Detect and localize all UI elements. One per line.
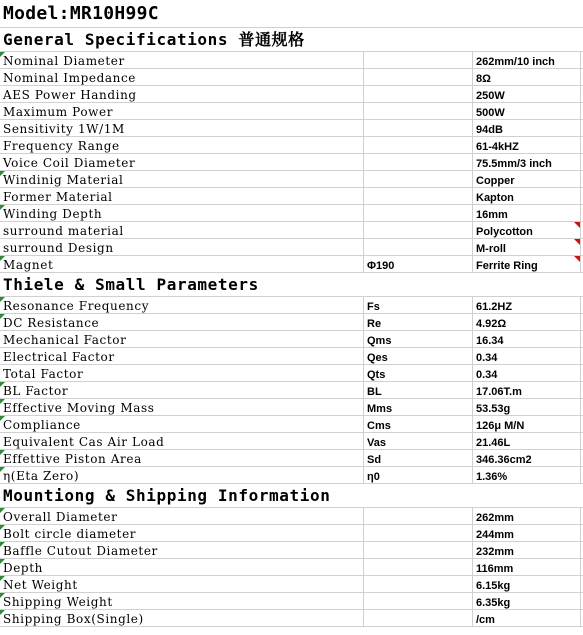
symbol-cell[interactable] xyxy=(364,120,473,136)
spec-row xyxy=(0,120,583,137)
section-header xyxy=(0,273,583,297)
spec-symbol xyxy=(364,124,367,136)
spec-label: Windinig Material xyxy=(3,173,124,187)
value-cell[interactable] xyxy=(473,69,581,85)
spec-row xyxy=(0,450,583,467)
label-cell[interactable] xyxy=(0,576,364,592)
value-cell[interactable] xyxy=(473,365,581,381)
spec-value: 262mm/10 inch xyxy=(476,56,555,68)
spec-label: Electrical Factor xyxy=(3,350,115,364)
label-cell[interactable] xyxy=(0,137,364,153)
symbol-cell[interactable] xyxy=(364,52,473,68)
spec-symbol xyxy=(364,141,367,153)
value-cell[interactable] xyxy=(473,103,581,119)
label-cell[interactable] xyxy=(0,222,364,238)
spec-row xyxy=(0,256,583,273)
spec-row xyxy=(0,593,583,610)
spec-label: Maximum Power xyxy=(3,105,114,119)
spec-value: 4.92Ω xyxy=(476,318,507,330)
section-heading: Mountiong & Shipping Information xyxy=(3,486,331,505)
value-cell[interactable] xyxy=(473,86,581,102)
value-cell[interactable] xyxy=(473,314,581,330)
spec-value: 116mm xyxy=(476,563,514,575)
spec-symbol: Vas xyxy=(367,437,386,449)
spec-symbol: Mms xyxy=(367,403,393,415)
spec-label: Voice Coil Diameter xyxy=(3,156,136,170)
spec-value: 232mm xyxy=(476,546,514,558)
symbol-cell[interactable] xyxy=(364,205,473,221)
spec-value: Kapton xyxy=(476,192,514,204)
spec-label: Nominal Diameter xyxy=(3,54,125,68)
spec-label: Overall Diameter xyxy=(3,510,118,524)
spec-symbol: Φ190 xyxy=(367,260,395,272)
label-cell[interactable] xyxy=(0,593,364,609)
label-cell[interactable] xyxy=(0,256,364,272)
spec-label: Depth xyxy=(3,561,43,575)
value-cell[interactable] xyxy=(473,382,581,398)
spec-value: Ferrite Ring xyxy=(476,260,538,272)
value-cell[interactable] xyxy=(473,542,581,558)
spec-value: 94dB xyxy=(476,124,503,136)
spec-value: /cm xyxy=(476,614,495,626)
value-cell[interactable] xyxy=(473,205,581,221)
spec-symbol xyxy=(364,597,367,609)
spec-row xyxy=(0,69,583,86)
spec-row xyxy=(0,508,583,525)
spec-symbol xyxy=(364,209,367,221)
value-cell[interactable] xyxy=(473,154,581,170)
symbol-cell[interactable] xyxy=(364,171,473,187)
spec-symbol: Cms xyxy=(367,420,391,432)
spec-value: 53.53g xyxy=(476,403,511,415)
label-cell[interactable] xyxy=(0,297,364,313)
symbol-cell[interactable] xyxy=(364,256,473,272)
symbol-cell[interactable] xyxy=(364,222,473,238)
spec-symbol xyxy=(364,158,367,170)
symbol-cell[interactable] xyxy=(364,593,473,609)
label-cell[interactable] xyxy=(0,239,364,255)
comment-indicator-icon xyxy=(574,239,580,245)
value-cell[interactable] xyxy=(473,525,581,541)
model-title: Model:MR10H99C xyxy=(3,3,159,24)
spec-value: 17.06T.m xyxy=(476,386,522,398)
spec-symbol xyxy=(364,529,367,541)
value-cell[interactable] xyxy=(473,610,581,626)
spec-value: 126μ M/N xyxy=(476,420,525,432)
value-cell[interactable] xyxy=(473,593,581,609)
value-cell[interactable] xyxy=(473,416,581,432)
value-cell[interactable] xyxy=(473,222,581,238)
spec-row xyxy=(0,365,583,382)
spec-row xyxy=(0,297,583,314)
spec-label: Magnet xyxy=(3,258,54,272)
label-cell[interactable] xyxy=(0,86,364,102)
spec-value: 262mm xyxy=(476,512,514,524)
symbol-cell[interactable] xyxy=(364,576,473,592)
symbol-cell[interactable] xyxy=(364,467,473,483)
label-cell[interactable] xyxy=(0,103,364,119)
spec-label: Winding Depth xyxy=(3,207,103,221)
section-heading: Thiele & Small Parameters xyxy=(3,275,259,294)
spec-symbol xyxy=(364,580,367,592)
spec-label: η(Eta Zero) xyxy=(3,469,80,483)
symbol-cell[interactable] xyxy=(364,239,473,255)
spec-row xyxy=(0,433,583,450)
spec-value: 6.35kg xyxy=(476,597,511,609)
section-header xyxy=(0,28,583,52)
spec-symbol xyxy=(364,512,367,524)
label-cell[interactable] xyxy=(0,365,364,381)
symbol-cell[interactable] xyxy=(364,69,473,85)
spec-label: Sensitivity 1W/1M xyxy=(3,122,125,136)
symbol-cell[interactable] xyxy=(364,382,473,398)
label-cell[interactable] xyxy=(0,331,364,347)
symbol-cell[interactable] xyxy=(364,416,473,432)
spec-label: DC Resistance xyxy=(3,316,100,330)
model-title-row xyxy=(0,0,583,28)
spec-symbol: Fs xyxy=(367,301,380,313)
value-cell[interactable] xyxy=(473,52,581,68)
spec-value: 61.2HZ xyxy=(476,301,513,313)
spec-label: Net Weight xyxy=(3,578,78,592)
symbol-cell[interactable] xyxy=(364,610,473,626)
spec-row xyxy=(0,103,583,120)
spec-symbol xyxy=(364,175,367,187)
spec-value: 16.34 xyxy=(476,335,504,347)
spec-row xyxy=(0,171,583,188)
spec-symbol xyxy=(364,614,367,626)
spec-symbol xyxy=(364,56,367,68)
spec-value: 21.46L xyxy=(476,437,511,449)
value-cell[interactable] xyxy=(473,399,581,415)
spec-label: Shipping Weight xyxy=(3,595,113,609)
spec-symbol: Qes xyxy=(367,352,388,364)
spec-symbol: η0 xyxy=(367,471,380,483)
label-cell[interactable] xyxy=(0,450,364,466)
spec-value: Polycotton xyxy=(476,226,533,238)
spec-label: Mechanical Factor xyxy=(3,333,127,347)
symbol-cell[interactable] xyxy=(364,297,473,313)
spec-value: 61-4kHZ xyxy=(476,141,519,153)
value-cell[interactable] xyxy=(473,576,581,592)
spec-label: BL Factor xyxy=(3,384,69,398)
spec-row xyxy=(0,222,583,239)
label-cell[interactable] xyxy=(0,69,364,85)
label-cell[interactable] xyxy=(0,508,364,524)
symbol-cell[interactable] xyxy=(364,542,473,558)
spec-symbol xyxy=(364,107,367,119)
spec-label: Nominal Impedance xyxy=(3,71,136,85)
spec-label: Effective Moving Mass xyxy=(3,401,155,415)
label-cell[interactable] xyxy=(0,205,364,221)
spec-symbol xyxy=(364,546,367,558)
symbol-cell[interactable] xyxy=(364,365,473,381)
spec-label: Equivalent Cas Air Load xyxy=(3,435,165,449)
spec-value: 0.34 xyxy=(476,369,498,381)
spec-value: 500W xyxy=(476,107,505,119)
spec-label: Effettive Piston Area xyxy=(3,452,142,466)
spec-row xyxy=(0,239,583,256)
spec-symbol: Qms xyxy=(367,335,392,347)
spec-label: AES Power Handing xyxy=(3,88,137,102)
label-cell[interactable] xyxy=(0,467,364,483)
symbol-cell[interactable] xyxy=(364,331,473,347)
spec-value: 16mm xyxy=(476,209,508,221)
value-cell[interactable] xyxy=(473,256,581,272)
spec-value: 8Ω xyxy=(476,73,491,85)
label-cell[interactable] xyxy=(0,399,364,415)
spec-value: 0.34 xyxy=(476,352,498,364)
spec-label: surround Design xyxy=(3,241,114,255)
value-cell[interactable] xyxy=(473,331,581,347)
spec-value: M-roll xyxy=(476,243,506,255)
spec-value: 75.5mm/3 inch xyxy=(476,158,552,170)
spec-label: Resonance Frequency xyxy=(3,299,150,313)
spec-row xyxy=(0,348,583,365)
comment-indicator-icon xyxy=(574,256,580,262)
spec-label: Compliance xyxy=(3,418,81,432)
label-cell[interactable] xyxy=(0,188,364,204)
spec-symbol xyxy=(364,226,367,238)
spec-value: 250W xyxy=(476,90,505,102)
spec-label: Bolt circle diameter xyxy=(3,527,137,541)
spec-value: Copper xyxy=(476,175,515,187)
value-cell[interactable] xyxy=(473,508,581,524)
spec-label: Total Factor xyxy=(3,367,84,381)
value-cell[interactable] xyxy=(473,239,581,255)
spec-row xyxy=(0,86,583,103)
value-cell[interactable] xyxy=(473,348,581,364)
spec-symbol xyxy=(364,90,367,102)
spec-value: 244mm xyxy=(476,529,514,541)
spec-row xyxy=(0,542,583,559)
symbol-cell[interactable] xyxy=(364,86,473,102)
label-cell[interactable] xyxy=(0,52,364,68)
spec-symbol: Sd xyxy=(367,454,382,466)
label-cell[interactable] xyxy=(0,525,364,541)
spec-row xyxy=(0,314,583,331)
spec-value: 346.36cm2 xyxy=(476,454,532,466)
spec-label: Former Material xyxy=(3,190,113,204)
section-header xyxy=(0,484,583,508)
label-cell[interactable] xyxy=(0,559,364,575)
symbol-cell[interactable] xyxy=(364,154,473,170)
label-cell[interactable] xyxy=(0,154,364,170)
symbol-cell[interactable] xyxy=(364,559,473,575)
label-cell[interactable] xyxy=(0,348,364,364)
spec-value: 1.36% xyxy=(476,471,508,483)
spec-row xyxy=(0,331,583,348)
label-cell[interactable] xyxy=(0,416,364,432)
label-cell[interactable] xyxy=(0,314,364,330)
spec-row xyxy=(0,188,583,205)
spec-row xyxy=(0,525,583,542)
spec-row xyxy=(0,399,583,416)
label-cell[interactable] xyxy=(0,542,364,558)
spec-row xyxy=(0,467,583,484)
spec-symbol: Re xyxy=(367,318,382,330)
spec-row xyxy=(0,610,583,627)
spec-row xyxy=(0,416,583,433)
spec-symbol: BL xyxy=(367,386,382,398)
symbol-cell[interactable] xyxy=(364,137,473,153)
section-heading: General Specifications 普通规格 xyxy=(3,30,305,49)
value-cell[interactable] xyxy=(473,559,581,575)
value-cell[interactable] xyxy=(473,433,581,449)
comment-indicator-icon xyxy=(574,222,580,228)
label-cell[interactable] xyxy=(0,120,364,136)
value-cell[interactable] xyxy=(473,137,581,153)
label-cell[interactable] xyxy=(0,433,364,449)
symbol-cell[interactable] xyxy=(364,314,473,330)
symbol-cell[interactable] xyxy=(364,399,473,415)
symbol-cell[interactable] xyxy=(364,103,473,119)
spec-symbol xyxy=(364,192,367,204)
spec-row xyxy=(0,52,583,69)
value-cell[interactable] xyxy=(473,297,581,313)
spec-label: Baffle Cutout Diameter xyxy=(3,544,158,558)
spec-value: 6.15kg xyxy=(476,580,511,592)
spec-symbol: Qts xyxy=(367,369,386,381)
symbol-cell[interactable] xyxy=(364,348,473,364)
spec-symbol xyxy=(364,243,367,255)
spec-row xyxy=(0,559,583,576)
spec-label: Shipping Box(Single) xyxy=(3,612,144,626)
spec-row xyxy=(0,137,583,154)
spec-row xyxy=(0,576,583,593)
spec-label: surround material xyxy=(3,224,124,238)
label-cell[interactable] xyxy=(0,171,364,187)
symbol-cell[interactable] xyxy=(364,525,473,541)
value-cell[interactable] xyxy=(473,120,581,136)
spec-symbol xyxy=(364,563,367,575)
spec-row xyxy=(0,154,583,171)
value-cell[interactable] xyxy=(473,467,581,483)
value-cell[interactable] xyxy=(473,171,581,187)
symbol-cell[interactable] xyxy=(364,450,473,466)
label-cell[interactable] xyxy=(0,610,364,626)
value-cell[interactable] xyxy=(473,450,581,466)
value-cell[interactable] xyxy=(473,188,581,204)
symbol-cell[interactable] xyxy=(364,508,473,524)
spec-row xyxy=(0,382,583,399)
spec-symbol xyxy=(364,73,367,85)
spec-label: Frequency Range xyxy=(3,139,120,153)
spec-row xyxy=(0,205,583,222)
symbol-cell[interactable] xyxy=(364,188,473,204)
label-cell[interactable] xyxy=(0,382,364,398)
symbol-cell[interactable] xyxy=(364,433,473,449)
